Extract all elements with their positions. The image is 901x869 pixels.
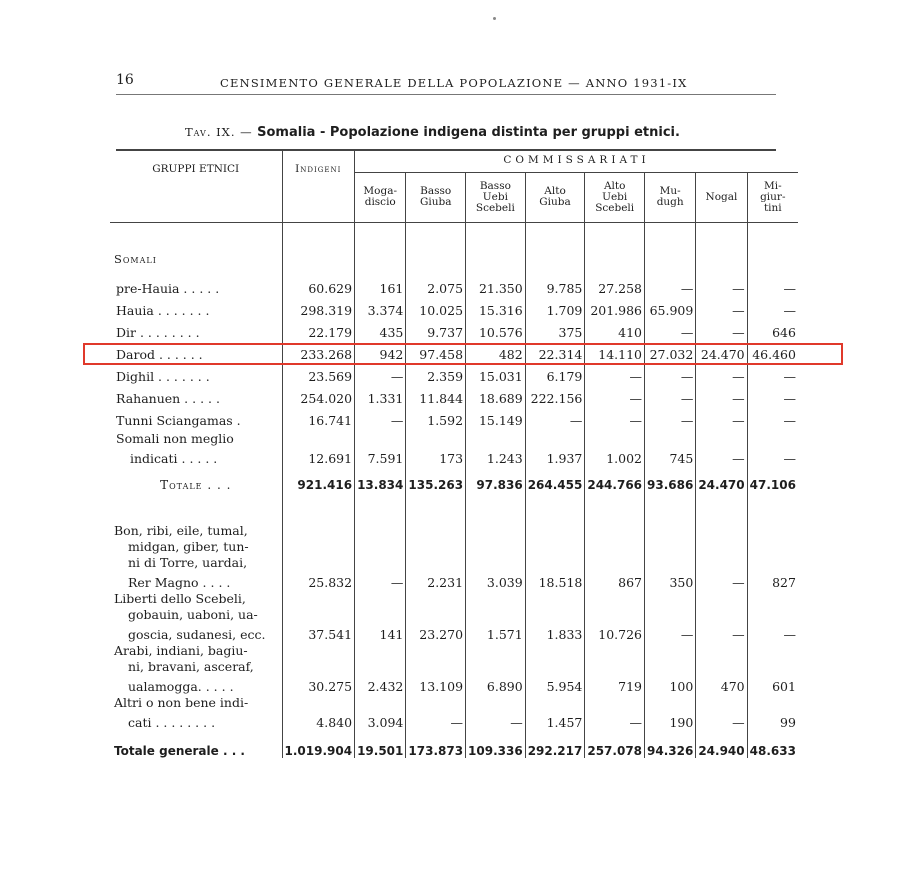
- header-col-5: Mu- dugh: [645, 172, 696, 222]
- row-other-3-value-5: —: [585, 710, 645, 730]
- row-somali-4-value-0: 23.569: [282, 362, 355, 384]
- row-somali-5-value-7: —: [696, 384, 747, 406]
- row-other-3-value-0: 4.840: [282, 710, 355, 730]
- row-somali-1-value-0: 298.319: [282, 296, 355, 318]
- row-other-0-line-0: Bon, ribi, eile, tumal,: [114, 523, 248, 538]
- row-somali-4-value-5: —: [585, 362, 645, 384]
- row-somali-non-value-3: 1.243: [466, 446, 526, 466]
- row-somali-5-value-2: 11.844: [406, 384, 466, 406]
- row-other-1-line-0: Liberti dello Scebeli,: [114, 591, 246, 606]
- row-somali-0-value-4: 9.785: [525, 274, 585, 296]
- row-somali-5-value-4: 222.156: [525, 384, 585, 406]
- row-other-2: [110, 674, 798, 694]
- row-totale: [110, 466, 798, 492]
- row-somali-6-value-5: —: [585, 406, 645, 428]
- row-somali-1-value-4: 1.709: [525, 296, 585, 318]
- row-somali-2-value-5: 410: [585, 318, 645, 340]
- row-totale-generale: [110, 730, 798, 758]
- row-somali-3-value-3: 482: [466, 340, 526, 362]
- row-totale-value-4: 264.455: [525, 466, 585, 492]
- row-somali-0-value-8: —: [747, 274, 798, 296]
- row-somali-non: [110, 446, 798, 466]
- row-somali-2-value-6: —: [645, 318, 696, 340]
- row-somali-2-value-7: —: [696, 318, 747, 340]
- header-col-0: Moga- discio: [355, 172, 406, 222]
- row-somali-non-value-1: 7.591: [355, 446, 406, 466]
- row-other-1-line-1: gobauin, uaboni, ua-: [128, 607, 258, 622]
- header-gruppi-etnici: GRUPPI ETNICI: [110, 150, 282, 222]
- table-title: [185, 124, 680, 140]
- row-somali-6-value-7: —: [696, 406, 747, 428]
- row-somali-3-value-6: 27.032: [645, 340, 696, 362]
- page-number: 16: [116, 72, 134, 88]
- row-other-0-value-3: 3.039: [466, 570, 526, 590]
- row-somali-4-value-2: 2.359: [406, 362, 466, 384]
- row-somali-0-value-6: —: [645, 274, 696, 296]
- row-totale-value-2: 135.263: [406, 466, 466, 492]
- row-somali-1-value-3: 15.316: [466, 296, 526, 318]
- row-other-3-value-6: 190: [645, 710, 696, 730]
- row-other-0-value-2: 2.231: [406, 570, 466, 590]
- row-other-2-value-2: 13.109: [406, 674, 466, 694]
- row-totale-generale-value-1: 19.501: [355, 730, 406, 758]
- row-somali-3-value-5: 14.110: [585, 340, 645, 362]
- row-somali-3-value-7: 24.470: [696, 340, 747, 362]
- row-totale-generale-value-5: 257.078: [585, 730, 645, 758]
- row-somali-4-value-6: —: [645, 362, 696, 384]
- row-somali-2-value-0: 22.179: [282, 318, 355, 340]
- row-somali-2-value-2: 9.737: [406, 318, 466, 340]
- row-other-2-value-7: 470: [696, 674, 747, 694]
- row-other-0-value-7: —: [696, 570, 747, 590]
- row-somali-3-value-1: 942: [355, 340, 406, 362]
- row-somali-4-label: Dighil . . . . . . .: [116, 369, 210, 384]
- row-other-1-value-1: 141: [355, 622, 406, 642]
- row-somali-0-value-2: 2.075: [406, 274, 466, 296]
- row-somali-1-label: Hauia . . . . . . .: [116, 303, 210, 318]
- row-other-2-value-1: 2.432: [355, 674, 406, 694]
- row-somali-2-label: Dir . . . . . . . .: [116, 325, 200, 340]
- highlight-box-darod: [83, 343, 843, 365]
- row-other-0-value-6: 350: [645, 570, 696, 590]
- row-other-1-line-2: goscia, sudanesi, ecc.: [128, 627, 266, 642]
- row-other-0-value-1: —: [355, 570, 406, 590]
- row-totale-value-3: 97.836: [466, 466, 526, 492]
- row-somali-6-value-1: —: [355, 406, 406, 428]
- row-somali-non-value-4: 1.937: [525, 446, 585, 466]
- row-somali-2-value-1: 435: [355, 318, 406, 340]
- row-somali-4-value-8: —: [747, 362, 798, 384]
- row-totale-generale-label: Totale generale . . .: [114, 744, 245, 758]
- row-other-1-value-3: 1.571: [466, 622, 526, 642]
- row-somali-5-value-0: 254.020: [282, 384, 355, 406]
- row-other-1: [110, 622, 798, 642]
- row-somali-non-value-6: 745: [645, 446, 696, 466]
- row-somali-6-value-4: —: [525, 406, 585, 428]
- row-other-0: [110, 570, 798, 590]
- row-other-1-value-4: 1.833: [525, 622, 585, 642]
- row-somali-4-value-7: —: [696, 362, 747, 384]
- row-other-1-value-7: —: [696, 622, 747, 642]
- row-other-2-value-4: 5.954: [525, 674, 585, 694]
- row-somali-non-value-7: —: [696, 446, 747, 466]
- row-totale-generale-value-2: 173.873: [406, 730, 466, 758]
- row-other-2-line-2: ualamogga. . . . .: [128, 679, 234, 694]
- row-somali-4-value-3: 15.031: [466, 362, 526, 384]
- row-somali-6-value-2: 1.592: [406, 406, 466, 428]
- row-somali-0-value-7: —: [696, 274, 747, 296]
- row-other-3-value-4: 1.457: [525, 710, 585, 730]
- row-somali-0-label: pre-Hauia . . . . .: [116, 281, 220, 296]
- row-somali-1: [110, 296, 798, 318]
- row-totale-value-6: 93.686: [645, 466, 696, 492]
- row-other-0-value-0: 25.832: [282, 570, 355, 590]
- row-totale-value-0: 921.416: [282, 466, 355, 492]
- row-somali-6-value-8: —: [747, 406, 798, 428]
- row-somali-5-value-8: —: [747, 384, 798, 406]
- row-somali-4-value-4: 6.179: [525, 362, 585, 384]
- row-somali-0-value-0: 60.629: [282, 274, 355, 296]
- row-somali-6: [110, 406, 798, 428]
- row-somali-1-value-7: —: [696, 296, 747, 318]
- row-somali-1-value-8: —: [747, 296, 798, 318]
- row-other-2-value-3: 6.890: [466, 674, 526, 694]
- row-somali-3-value-0: 233.268: [282, 340, 355, 362]
- row-other-0-value-5: 867: [585, 570, 645, 590]
- row-other-0-value-8: 827: [747, 570, 798, 590]
- row-somali-5-value-1: 1.331: [355, 384, 406, 406]
- header-col-4: Alto Uebi Scebeli: [585, 172, 645, 222]
- row-other-2-line-0: Arabi, indiani, bagiu-: [114, 643, 248, 658]
- row-totale-generale-value-0: 1.019.904: [282, 730, 355, 758]
- row-totale-generale-value-7: 24.940: [696, 730, 747, 758]
- row-totale-value-8: 47.106: [747, 466, 798, 492]
- row-somali-non-value-0: 12.691: [282, 446, 355, 466]
- row-other-3-line-0: Altri o non bene indi-: [114, 695, 249, 710]
- row-other-3-line-1: cati . . . . . . . .: [128, 715, 216, 730]
- row-totale-value-1: 13.834: [355, 466, 406, 492]
- title-main: Somalia - Popolazione indigena distinta per gruppi etnici.: [257, 125, 680, 140]
- row-somali-1-value-5: 201.986: [585, 296, 645, 318]
- row-somali-4-value-1: —: [355, 362, 406, 384]
- row-totale-generale-value-6: 94.326: [645, 730, 696, 758]
- row-other-2-line-1: ni, bravani, asceraf,: [128, 659, 254, 674]
- speck: [493, 17, 496, 20]
- header-col-7: Mi- giur- tini: [747, 172, 798, 222]
- row-other-2-value-6: 100: [645, 674, 696, 694]
- row-somali-6-value-3: 15.149: [466, 406, 526, 428]
- row-other-1-value-5: 10.726: [585, 622, 645, 642]
- row-somali-1-value-6: 65.909: [645, 296, 696, 318]
- row-somali-1-value-1: 3.374: [355, 296, 406, 318]
- row-somali-4: [110, 362, 798, 384]
- row-somali-1-value-2: 10.025: [406, 296, 466, 318]
- row-totale-label: Totale . . .: [160, 478, 232, 492]
- header-indigeni: Indigeni: [282, 150, 355, 222]
- row-totale-generale-value-4: 292.217: [525, 730, 585, 758]
- header-commissariati: COMMISSARIATI: [355, 150, 798, 172]
- row-other-0-line-1: midgan, giber, tun-: [128, 539, 249, 554]
- row-totale-generale-value-3: 109.336: [466, 730, 526, 758]
- row-somali-2: [110, 318, 798, 340]
- header-col-2: Basso Uebi Scebeli: [466, 172, 526, 222]
- row-somali-6-value-0: 16.741: [282, 406, 355, 428]
- row-other-3-value-8: 99: [747, 710, 798, 730]
- row-other-1-value-6: —: [645, 622, 696, 642]
- row-somali-0: [110, 274, 798, 296]
- row-other-2-value-0: 30.275: [282, 674, 355, 694]
- row-somali-5-value-6: —: [645, 384, 696, 406]
- row-somali-non-value-2: 173: [406, 446, 466, 466]
- head-rule: [116, 94, 776, 95]
- row-other-0-value-4: 18.518: [525, 570, 585, 590]
- row-other-3-value-7: —: [696, 710, 747, 730]
- row-somali-3-value-8: 46.460: [747, 340, 798, 362]
- row-totale-value-7: 24.470: [696, 466, 747, 492]
- row-somali-non-value-8: —: [747, 446, 798, 466]
- row-other-3-value-2: —: [406, 710, 466, 730]
- header-col-3: Alto Giuba: [525, 172, 585, 222]
- row-other-1-value-0: 37.541: [282, 622, 355, 642]
- row-other-3: [110, 710, 798, 730]
- row-somali-0-value-5: 27.258: [585, 274, 645, 296]
- row-somali-3-label: Darod . . . . . .: [116, 347, 203, 362]
- row-other-3-value-1: 3.094: [355, 710, 406, 730]
- row-somali-3-value-2: 97.458: [406, 340, 466, 362]
- row-totale-value-5: 244.766: [585, 466, 645, 492]
- section-somali: Somali: [114, 252, 157, 266]
- row-other-0-line-3: Rer Magno . . . .: [128, 575, 231, 590]
- header-col-1: Basso Giuba: [406, 172, 466, 222]
- ethnic-groups-table: [110, 150, 798, 758]
- row-somali-6-label: Tunni Sciangamas .: [116, 413, 241, 428]
- row-other-0-line-2: ni di Torre, uardai,: [128, 555, 248, 570]
- row-other-3-value-3: —: [466, 710, 526, 730]
- row-somali-0-value-1: 161: [355, 274, 406, 296]
- row-somali-2-value-3: 10.576: [466, 318, 526, 340]
- row-somali-2-value-8: 646: [747, 318, 798, 340]
- row-somali-non-label2: indicati . . . . .: [130, 451, 218, 466]
- row-somali-5-value-3: 18.689: [466, 384, 526, 406]
- row-somali-2-value-4: 375: [525, 318, 585, 340]
- row-other-2-value-8: 601: [747, 674, 798, 694]
- row-other-1-value-2: 23.270: [406, 622, 466, 642]
- row-somali-0-value-3: 21.350: [466, 274, 526, 296]
- running-head: CENSIMENTO GENERALE DELLA POPOLAZIONE — ANNO 1931-IX: [220, 76, 688, 90]
- row-somali-non-value-5: 1.002: [585, 446, 645, 466]
- row-somali-6-value-6: —: [645, 406, 696, 428]
- row-somali-5-label: Rahanuen . . . . .: [116, 391, 220, 406]
- row-somali-5: [110, 384, 798, 406]
- row-totale-generale-value-8: 48.633: [747, 730, 798, 758]
- row-somali-3-value-4: 22.314: [525, 340, 585, 362]
- row-other-2-value-5: 719: [585, 674, 645, 694]
- title-prefix: Tav. IX. —: [185, 125, 253, 139]
- row-somali-5-value-5: —: [585, 384, 645, 406]
- row-somali-non-label1: Somali non meglio: [116, 431, 234, 446]
- header-col-6: Nogal: [696, 172, 747, 222]
- row-other-1-value-8: —: [747, 622, 798, 642]
